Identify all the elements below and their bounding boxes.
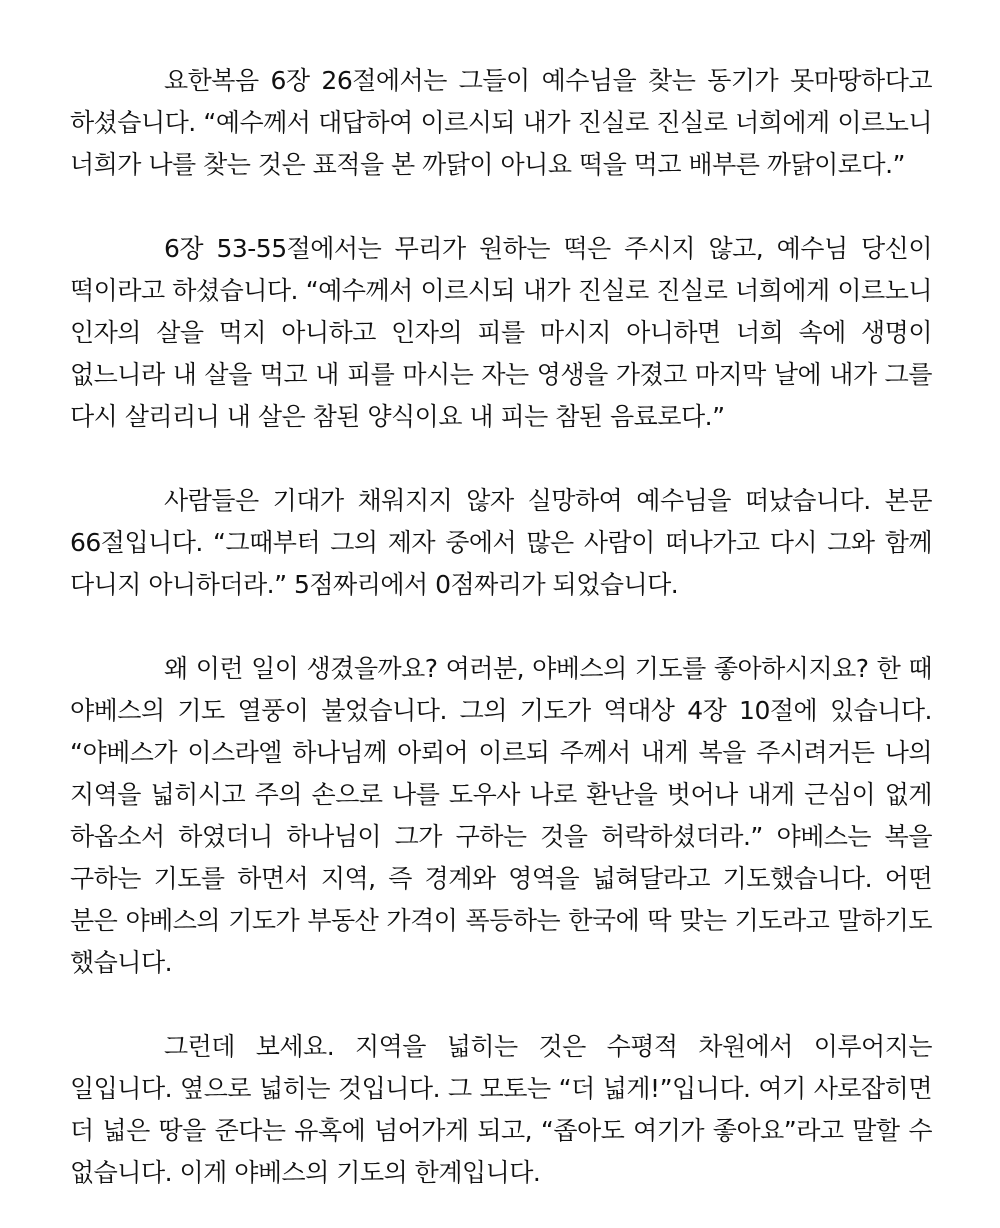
paragraph-3: 사람들은 기대가 채워지지 않자 실망하여 예수님을 떠났습니다. 본문 66절입니다. “그때부터 그의 제자 중에서 많은 사람이 떠나가고 다시 그와 함께 다니지 아니하더라.” 5점짜리에서 0점짜리가 되었습니다.	[70, 486, 932, 599]
paragraph-1: 요한복음 6장 26절에서는 그들이 예수님을 찾는 동기가 못마땅하다고 하셨습니다. “예수께서 대답하여 이르시되 내가 진실로 진실로 너희에게 이르노니 너희가 나를 찾는 것은 표적을 본 까닭이 아니요 떡을 먹고 배부른 까닭이로다.”	[70, 66, 932, 179]
paragraph-5: 그런데 보세요. 지역을 넓히는 것은 수평적 차원에서 이루어지는 일입니다. 옆으로 넓히는 것입니다. 그 모토는 “더 넓게!”입니다. 여기 사로잡히면 더 넓은 땅을 준다는 유혹에 넘어가게 되고, “좁아도 여기가 좋아요”라고 말할 수 없습니다. 이게 야베스의 기도의 한계입니다.	[70, 1032, 932, 1187]
paragraph-2: 6장 53-55절에서는 무리가 원하는 떡은 주시지 않고, 예수님 당신이 떡이라고 하셨습니다. “예수께서 이르시되 내가 진실로 진실로 너희에게 이르노니 인자의 살을 먹지 아니하고 인자의 피를 마시지 아니하면 너희 속에 생명이 없느니라 내 살을 먹고 내 피를 마시는 자는 영생을 가졌고 마지막 날에 내가 그를 다시 살리리니 내 살은 참된 양식이요 내 피는 참된 음료로다.”	[70, 234, 932, 431]
paragraph-4: 왜 이런 일이 생겼을까요? 여러분, 야베스의 기도를 좋아하시지요? 한 때 야베스의 기도 열풍이 불었습니다. 그의 기도가 역대상 4장 10절에 있습니다. “야베스가 이스라엘 하나님께 아뢰어 이르되 주께서 내게 복을 주시려거든 나의 지역을 넓히시고 주의 손으로 나를 도우사 나로 환난을 벗어나 내게 근심이 없게 하옵소서 하였더니 하나님이 그가 구하는 것을 허락하셨더라.” 야베스는 복을 구하는 기도를 하면서 지역, 즉 경계와 영역을 넓혀달라고 기도했습니다. 어떤 분은 야베스의 기도가 부동산 가격이 폭등하는 한국에 딱 맞는 기도라고 말하기도 했습니다.	[70, 654, 932, 977]
document-body	[70, 60, 932, 1194]
